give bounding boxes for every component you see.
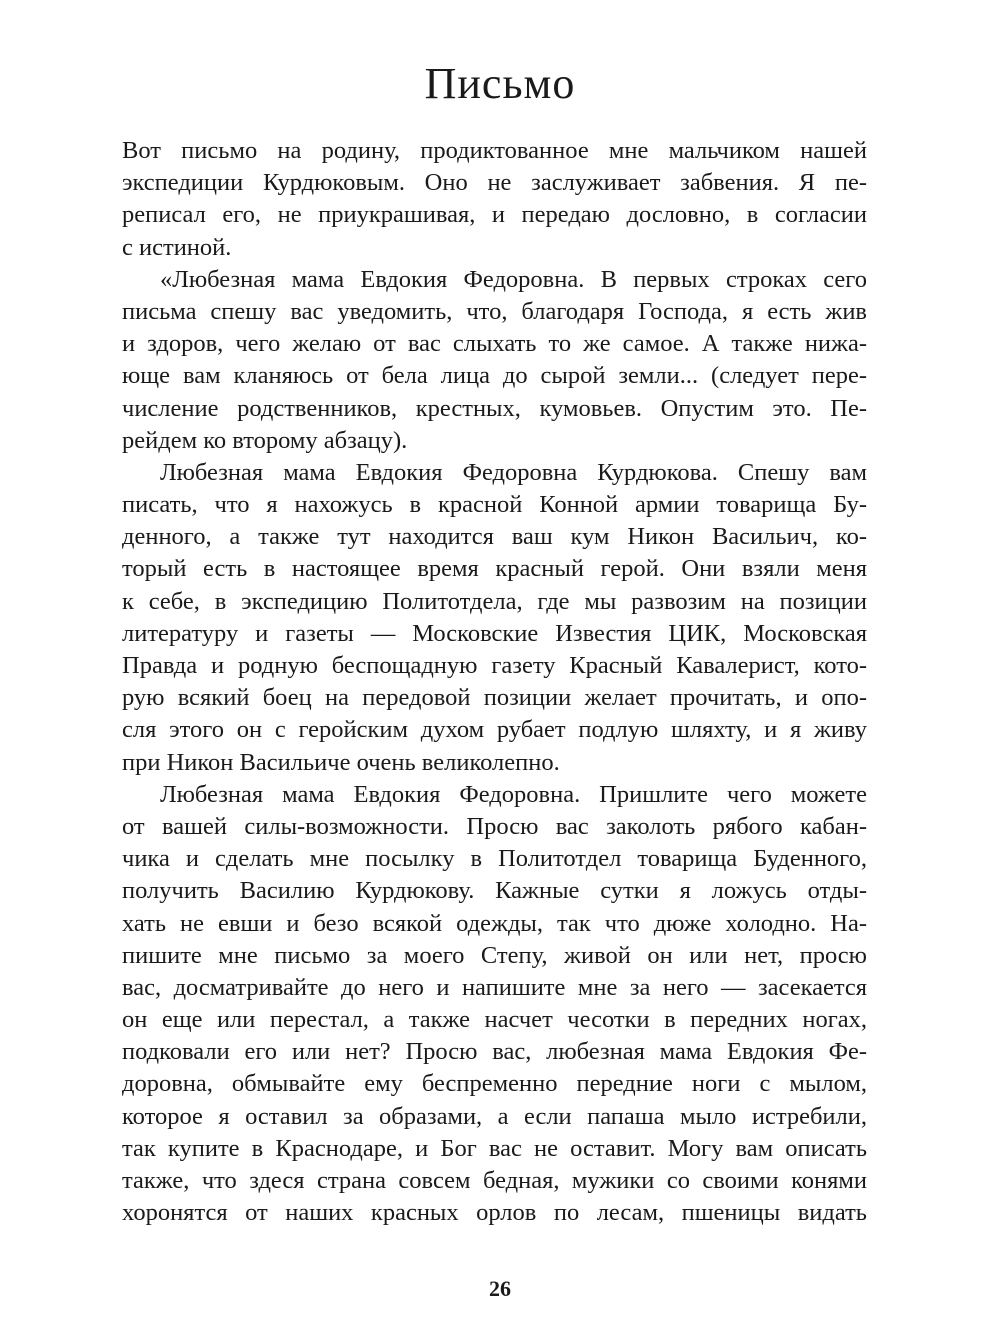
text-line: сля этого он с геройским духом рубает подлую шляхту, и я живу xyxy=(122,716,867,744)
text-line: «Любезная мама Евдокия Федоровна. В первых строках сего xyxy=(160,265,867,293)
text-line: от вашей силы-возможности. Просю вас заколоть рябого кабан- xyxy=(122,812,867,840)
text-line: которое я оставил за образами, а если папаша мыло истребили, xyxy=(122,1102,867,1130)
text-line: так купите в Краснодаре, и Бог вас не оставит. Могу вам описать xyxy=(122,1134,867,1162)
text-line: подковали его или нет? Просю вас, любезная мама Евдокия Фе- xyxy=(122,1038,867,1066)
text-line: юще вам кланяюсь от бела лица до сырой земли... (следует пере- xyxy=(122,362,867,390)
text-line: получить Василию Курдюкову. Кажные сутки я ложусь отды- xyxy=(122,877,867,905)
text-line: рую всякий боец на передовой позиции желает прочитать, и опо- xyxy=(122,684,867,712)
text-line: Правда и родную беспощадную газету Красный Кавалерист, кото- xyxy=(122,652,867,679)
page-title: Письмо xyxy=(424,59,576,108)
text-line: Вот письмо на родину, продиктованное мне мальчиком нашей xyxy=(122,137,867,164)
text-line: к себе, в экспедицию Политотдела, где мы развозим на позиции xyxy=(122,587,867,615)
text-line: литературу и газеты — Московские Известия ЦИК, Московская xyxy=(122,619,867,647)
text-line: при Никон Васильиче очень великолепно. xyxy=(122,748,560,776)
text-line: экспедиции Курдюковым. Оно не заслуживает забвения. Я пе- xyxy=(122,169,867,197)
text-line: доровна, обмывайте ему беспременно передние ноги с мылом, xyxy=(122,1070,867,1098)
text-line: письма спешу вас уведомить, что, благодаря Господа, я есть жив xyxy=(122,297,867,325)
letter-body-text xyxy=(122,135,867,1229)
text-line: он еще или перестал, а также насчет чесотки в передних ногах, xyxy=(122,1006,867,1034)
text-line: Любезная мама Евдокия Федоровна. Пришлите чего можете xyxy=(160,780,867,808)
text-line: реписал его, не приукрашивая, и передаю дословно, в согласии xyxy=(122,201,867,229)
text-line: чика и сделать мне посылку в Политотдел товарища Буденного, xyxy=(122,845,867,873)
text-line: денного, а также тут находится ваш кум Никон Васильич, ко- xyxy=(122,523,867,551)
text-line: числение родственников, крестных, кумовьев. Опустим это. Пе- xyxy=(122,394,867,422)
text-line: и здоров, чего желаю от вас слыхать то же самое. А также нижа- xyxy=(122,330,867,358)
text-line: торый есть в настоящее время красный герой. Они взяли меня xyxy=(122,555,867,583)
text-line: Любезная мама Евдокия Федоровна Курдюкова. Спешу вам xyxy=(160,458,867,486)
text-line: рейдем ко второму абзацу). xyxy=(122,426,408,454)
text-line: писать, что я нахожусь в красной Конной армии товарища Бу- xyxy=(122,491,867,519)
text-line: хоронятся от наших красных орлов по лесам, пшеницы видать xyxy=(122,1199,867,1227)
page-number: 26 xyxy=(489,1276,511,1301)
text-line: хать не евши и безо всякой одежды, так что дюже холодно. На- xyxy=(122,909,867,937)
text-line: пишите мне письмо за моего Степу, живой он или нет, просю xyxy=(122,941,867,969)
text-line: с истиной. xyxy=(122,233,232,261)
text-line: также, что здеся страна совсем бедная, мужики со своими конями xyxy=(122,1167,867,1194)
text-line: вас, досматривайте до него и напишите мне за него — засекается xyxy=(122,973,867,1001)
